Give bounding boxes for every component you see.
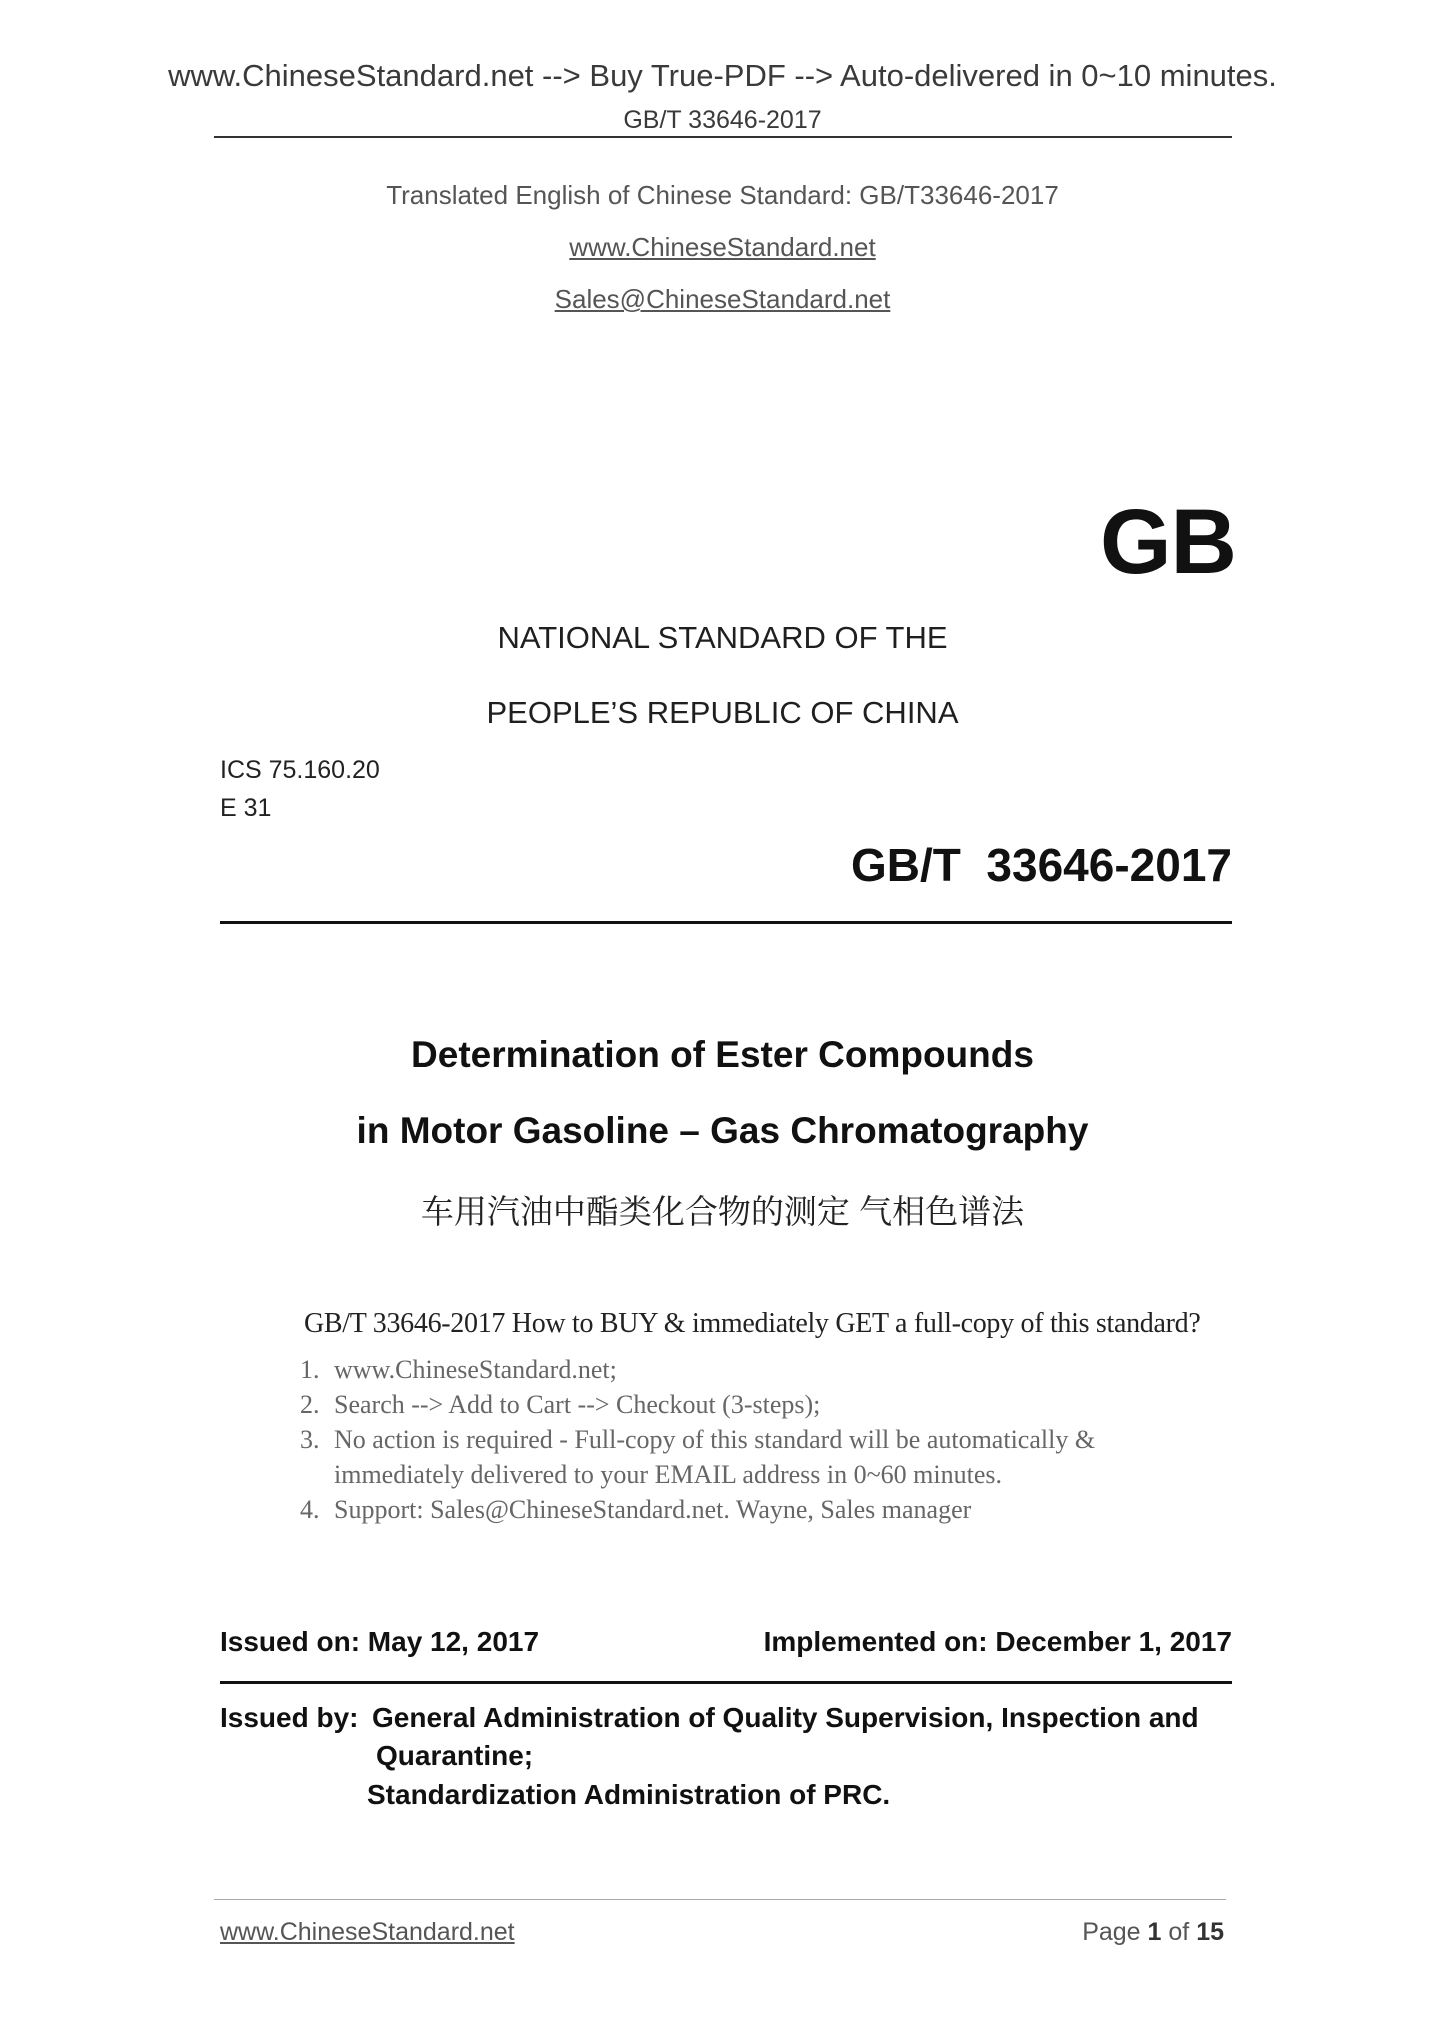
list-item-number: 3. bbox=[300, 1425, 320, 1454]
national-standard-line-1: NATIONAL STANDARD OF THE bbox=[497, 620, 948, 655]
classification-code: E 31 bbox=[220, 794, 272, 822]
list-item-text: www.ChineseStandard.net; bbox=[334, 1355, 617, 1384]
implemented-on-date: Implemented on: December 1, 2017 bbox=[763, 1626, 1232, 1657]
list-item-text: Support: Sales@ChineseStandard.net. Wayne, Sales manager bbox=[334, 1495, 972, 1524]
header-divider bbox=[214, 136, 1232, 138]
document-title-line-1: Determination of Ester Compounds bbox=[411, 1034, 1034, 1075]
issued-by-label: Issued by: bbox=[220, 1702, 359, 1733]
document-title-chinese: 车用汽油中酯类化合物的测定 气相色谱法 bbox=[420, 1193, 1025, 1230]
document-title-line-2: in Motor Gasoline – Gas Chromatography bbox=[356, 1110, 1089, 1151]
list-item-text: No action is required - Full-copy of this standard will be automatically & immediately delivered to your EMAIL address in 0~60 minutes. bbox=[334, 1425, 1096, 1489]
issuer-line-3: Standardization Administration of PRC. bbox=[367, 1779, 891, 1810]
translated-notice: Translated English of Chinese Standard: GB/T33646-2017 bbox=[386, 180, 1059, 210]
list-item-number: 1. bbox=[300, 1355, 320, 1384]
ics-code: ICS 75.160.20 bbox=[220, 756, 380, 784]
page-current: 1 bbox=[1147, 1918, 1162, 1946]
list-item-number: 2. bbox=[300, 1390, 320, 1419]
list-item-text: Search --> Add to Cart --> Checkout (3-steps); bbox=[334, 1390, 821, 1419]
page-indicator bbox=[1000, 1918, 1224, 1947]
page-prefix: Page bbox=[1082, 1918, 1148, 1946]
issuer-line-2: Quarantine; bbox=[376, 1740, 534, 1771]
list-item-number: 4. bbox=[300, 1495, 320, 1524]
standard-number-divider bbox=[220, 921, 1232, 924]
issued-on-date: Issued on: May 12, 2017 bbox=[220, 1626, 540, 1657]
website-link[interactable]: www.ChineseStandard.net bbox=[569, 232, 876, 262]
standard-number: GB/T 33646-2017 bbox=[850, 839, 1232, 891]
email-link-row bbox=[0, 284, 1445, 315]
buy-instructions-heading: GB/T 33646-2017 How to BUY & immediately GET a full-copy of this standard? bbox=[304, 1308, 1201, 1339]
issuer-line-1: General Administration of Quality Supervision, Inspection and bbox=[372, 1702, 1199, 1733]
email-link[interactable]: Sales@ChineseStandard.net bbox=[554, 284, 891, 314]
header-tagline: www.ChineseStandard.net --> Buy True-PDF --> Auto-delivered in 0~10 minutes. bbox=[168, 58, 1277, 93]
gb-mark: GB bbox=[1100, 491, 1236, 593]
page-mid: of bbox=[1161, 1918, 1197, 1946]
page-total: 15 bbox=[1196, 1918, 1224, 1946]
footer-divider bbox=[214, 1899, 1226, 1900]
footer-website-link[interactable]: www.ChineseStandard.net bbox=[220, 1918, 515, 1946]
list-item bbox=[300, 1492, 1200, 1527]
list-item bbox=[300, 1387, 1200, 1422]
website-link-row bbox=[0, 232, 1445, 263]
buy-instructions-list bbox=[300, 1352, 1200, 1527]
list-item bbox=[300, 1422, 1200, 1492]
dates-divider bbox=[220, 1681, 1232, 1684]
list-item bbox=[300, 1352, 1200, 1387]
header-standard-code: GB/T 33646-2017 bbox=[623, 106, 822, 134]
national-standard-line-2: PEOPLE’S REPUBLIC OF CHINA bbox=[486, 695, 959, 730]
